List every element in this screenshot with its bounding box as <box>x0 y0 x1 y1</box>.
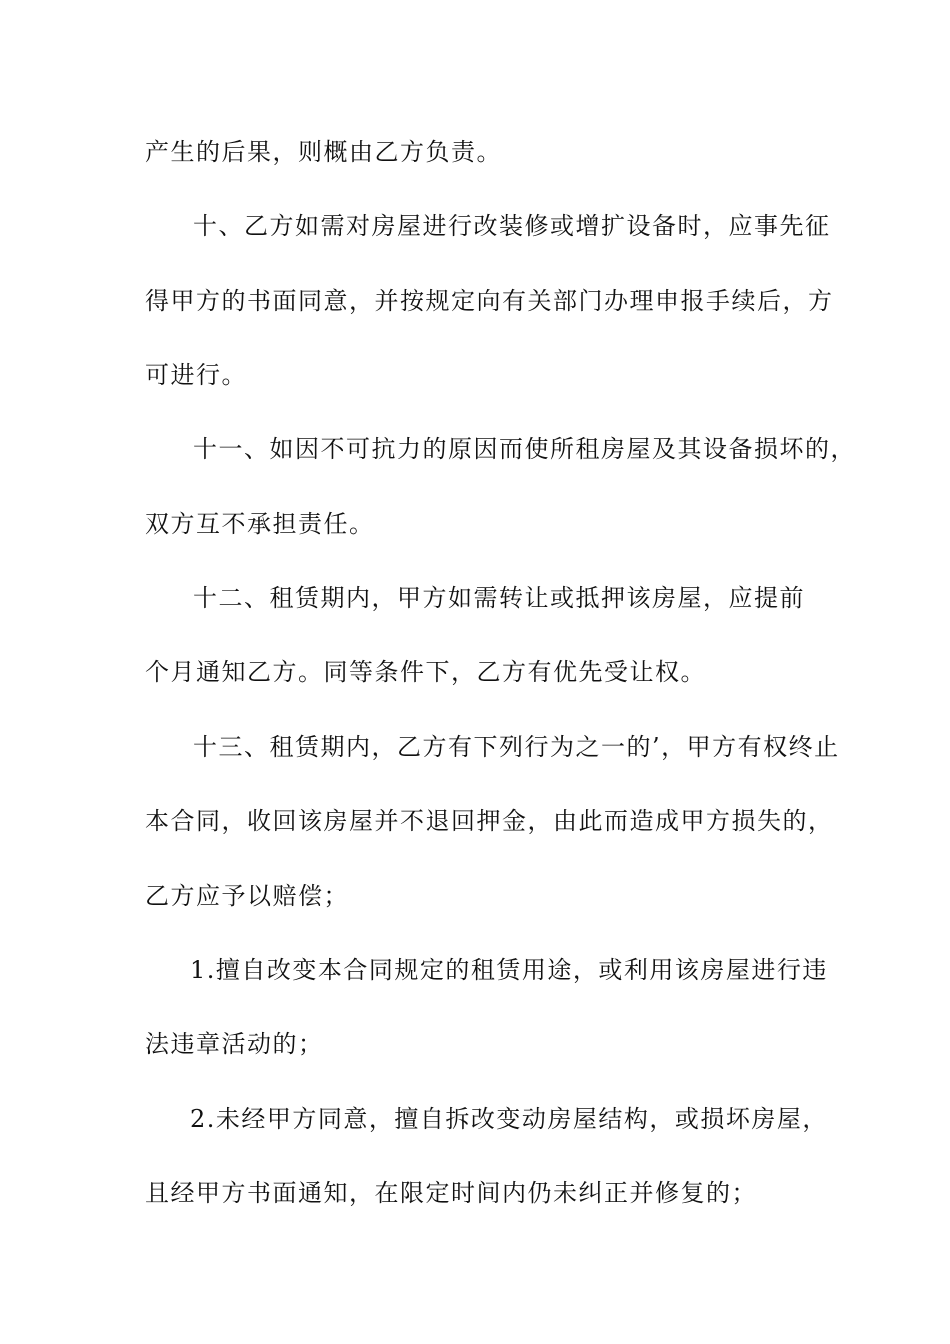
text-line: 个月通知乙方。同等条件下，乙方有优先受让权。 <box>145 658 706 686</box>
text-line: 可进行。 <box>145 361 247 389</box>
text-line: 乙方应予以赔偿； <box>145 882 349 910</box>
clause-13-line: 十三、租赁期内，乙方有下列行为之一的’，甲方有权终止 <box>193 733 840 761</box>
clause-12-line: 十二、租赁期内，甲方如需转让或抵押该房屋，应提前 <box>193 584 805 612</box>
text-line: 本合同，收回该房屋并不退回押金，由此而造成甲方损失的， <box>145 807 834 835</box>
text-line: 且经甲方书面通知，在限定时间内仍未纠正并修复的； <box>145 1179 757 1207</box>
item-2-line: 2.未经甲方同意，擅自拆改变动房屋结构，或损坏房屋， <box>190 1105 828 1133</box>
clause-10-line: 十、乙方如需对房屋进行改装修或增扩设备时，应事先征 <box>193 212 831 240</box>
text-line: 得甲方的书面同意，并按规定向有关部门办理申报手续后，方 <box>145 287 834 315</box>
clause-11-line: 十一、如因不可抗力的原因而使所租房屋及其设备损坏的， <box>193 435 856 463</box>
text-line: 双方互不承担责任。 <box>145 510 375 538</box>
item-1-line: 1.擅自改变本合同规定的租赁用途，或利用该房屋进行违 <box>190 956 828 984</box>
text-line: 产生的后果，则概由乙方负责。 <box>145 138 502 166</box>
text-line: 法违章活动的； <box>145 1030 324 1058</box>
